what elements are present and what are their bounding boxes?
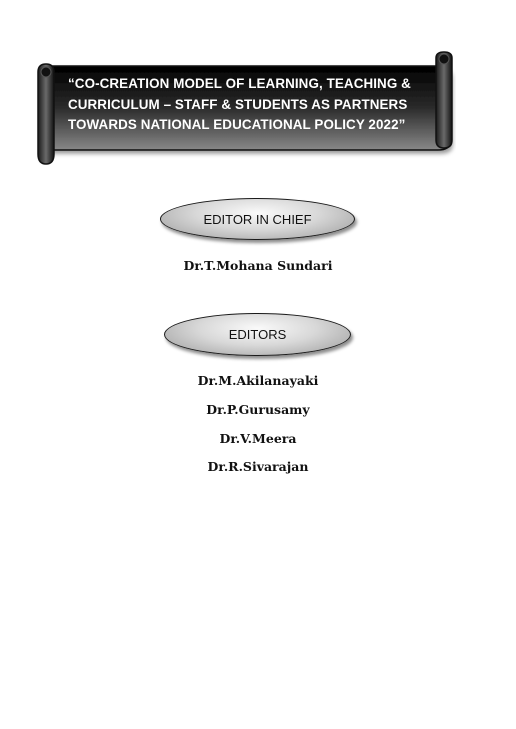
editor-name: Dr.P.Gurusamy [206,402,310,417]
editor-in-chief-badge [160,198,355,240]
title-banner [34,50,456,168]
editor-in-chief-heading: EDITOR IN CHIEF [203,211,312,227]
title-line: TOWARDS NATIONAL EDUCATIONAL POLICY 2022” [68,117,406,132]
editors-heading: EDITORS [228,327,287,342]
editor-name: Dr.R.Sivarajan [207,459,309,474]
editor-name: Dr.V.Meera [219,431,297,446]
title-line: CURRICULUM – STAFF & STUDENTS AS PARTNERS [68,96,408,112]
title-line: “CO-CREATION MODEL OF LEARNING, TEACHING & [68,76,411,91]
editor-in-chief-name: Dr.T.Mohana Sundari [183,258,333,273]
editors-badge [164,313,351,356]
book-title [68,74,448,136]
editor-name: Dr.M.Akilanayaki [197,373,319,388]
